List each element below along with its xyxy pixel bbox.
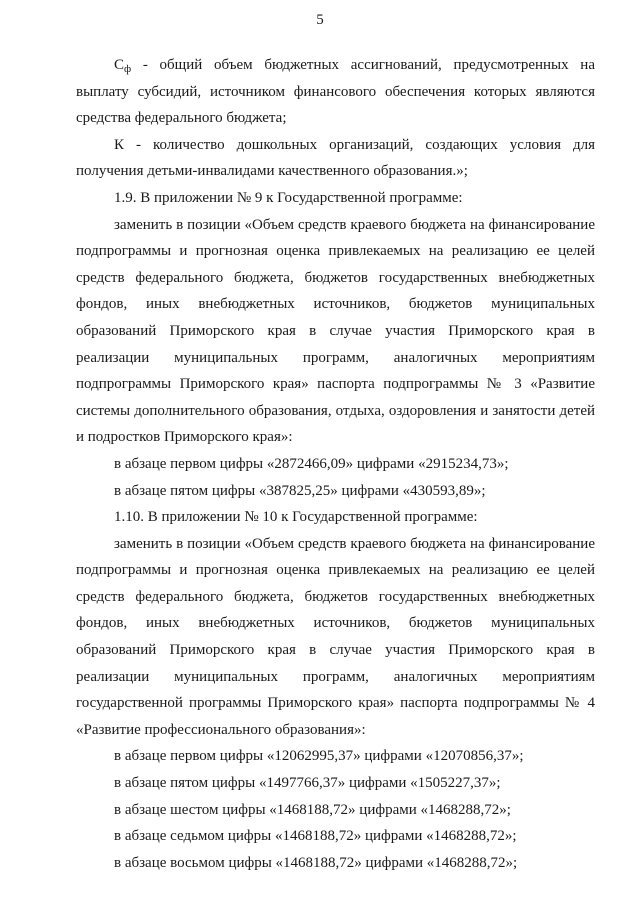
section-1-10-item-2: в абзаце пятом цифры «1497766,37» цифрами «1505227,37»; — [114, 775, 501, 792]
section-1-9-instruction: заменить в позиции «Объем средств краевого бюджета на финансирование подпрограммы и прогнозная оценка привлекаемых на реализацию ее целей средств федерального бюджета, бюджетов государственных внебюджетных фондов, иных внебюджетных источников, бюджетов муниципальных образований Приморского края в случае участия Приморского края в реализации муниципальных программ, аналогичных мероприятиям подпрограммы Приморского края» паспорта подпрограммы № 3 «Развитие системы дополнительного образования, отдыха, оздоровления и занятости детей и подростков Приморского края»: — [76, 216, 595, 446]
section-1-10-item-5: в абзаце восьмом цифры «1468188,72» цифрами «1468288,72»; — [114, 854, 518, 871]
section-1-10-item-1: в абзаце первом цифры «12062995,37» цифрами «12070856,37»; — [114, 748, 524, 765]
cf-symbol: С — [114, 57, 125, 73]
cf-definition-paragraph — [76, 52, 595, 132]
section-1-9-item-1: в абзаце первом цифры «2872466,09» цифрами «2915234,73»; — [114, 455, 509, 472]
cf-definition-text: - общий объем бюджетных ассигнований, предусмотренных на выплату субсидий, источником финансового обеспечения которых являются средства федерального бюджета; — [76, 57, 595, 127]
k-definition-paragraph: К - количество дошкольных организаций, создающих условия для получения детьми-инвалидами качественного образования.»; — [76, 136, 595, 180]
section-1-10-item-4: в абзаце седьмом цифры «1468188,72» цифрами «1468288,72»; — [114, 828, 517, 845]
cf-subscript: ф — [124, 63, 132, 75]
section-1-9-item-2: в абзаце пятом цифры «387825,25» цифрами «430593,89»; — [114, 482, 486, 499]
section-1-10-heading: 1.10. В приложении № 10 к Государственной программе: — [114, 509, 478, 526]
page-number: 5 — [316, 12, 324, 28]
section-1-10-item-3: в абзаце шестом цифры «1468188,72» цифрами «1468288,72»; — [114, 801, 511, 818]
section-1-10-instruction: заменить в позиции «Объем средств краевого бюджета на финансирование подпрограммы и прогнозная оценка привлекаемых на реализацию ее целей средств федерального бюджета, бюджетов государственных внебюджетных фондов, иных внебюджетных источников, бюджетов муниципальных образований Приморского края в случае участия Приморского края в реализации муниципальных программ, аналогичных мероприятиям государственной программы Приморского края» паспорта подпрограммы № 4 «Развитие профессионального образования»: — [76, 535, 595, 738]
document-body — [76, 52, 595, 876]
section-1-9-heading: 1.9. В приложении № 9 к Государственной программе: — [114, 189, 463, 206]
